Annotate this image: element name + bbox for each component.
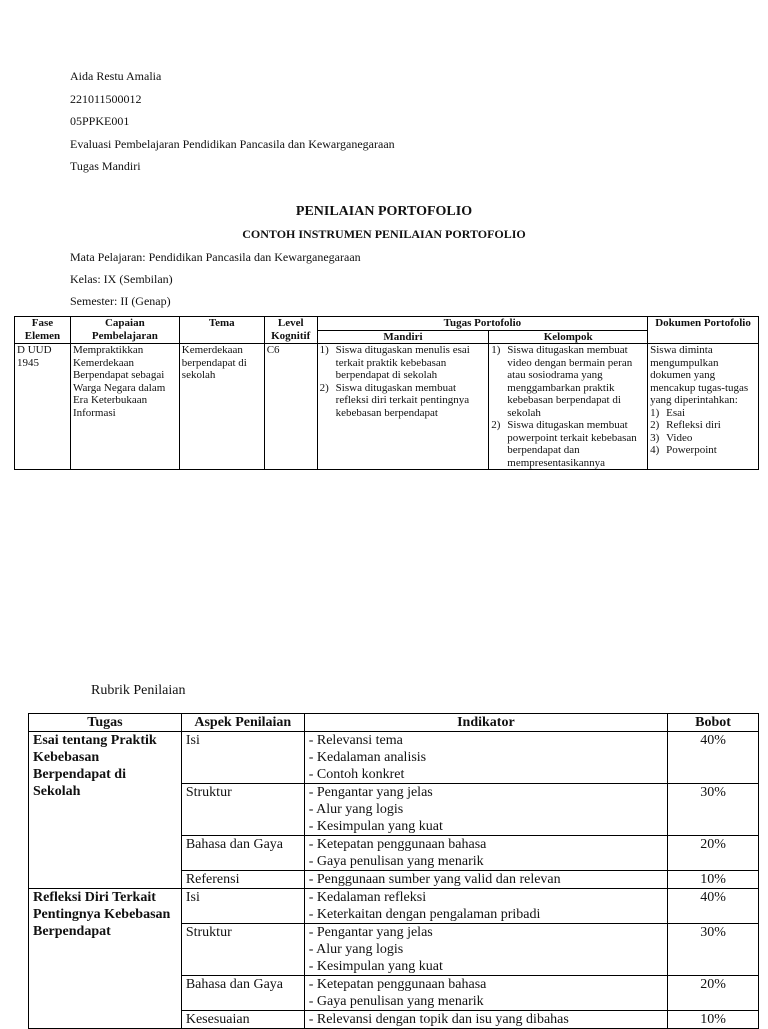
course-name: Evaluasi Pembelajaran Pendidikan Pancasila dan Kewarganegaraan xyxy=(70,137,395,151)
aspect-cell: Struktur xyxy=(181,784,304,836)
aspect-cell: Bahasa dan Gaya xyxy=(181,836,304,871)
header-fase: Fase Elemen xyxy=(15,317,71,344)
table-row xyxy=(29,889,759,924)
indicator-cell: - Kedalaman refleksi - Keterkaitan dengan pengalaman pribadi xyxy=(304,889,667,924)
task-name: Esai tentang Praktik Kebebasan Berpendapat di Sekolah xyxy=(29,732,182,889)
aspect-cell: Referensi xyxy=(181,871,304,889)
cell-tema: Kemerdekaan berpendapat di sekolah xyxy=(179,344,264,470)
rubric-title: Rubrik Penilaian xyxy=(91,683,186,698)
weight-cell: 10% xyxy=(668,1011,759,1029)
aspect-cell: Bahasa dan Gaya xyxy=(181,976,304,1011)
cell-dokumen xyxy=(648,344,759,470)
student-id: 221011500012 xyxy=(70,92,142,106)
indicator-cell: - Pengantar yang jelas - Alur yang logis - Kesimpulan yang kuat xyxy=(304,784,667,836)
subject-line: Mata Pelajaran: Pendidikan Pancasila dan Kewarganegaraan xyxy=(70,250,361,264)
dokumen-intro: Siswa diminta mengumpulkan dokumen yang mencakup tugas-tugas yang diperintahkan: xyxy=(650,344,749,406)
header-indikator: Indikator xyxy=(304,714,667,732)
header-tugas: Tugas xyxy=(29,714,182,732)
assignment-type: Tugas Mandiri xyxy=(70,159,141,173)
list-item: 1) Siswa ditugaskan membuat video dengan bermain peran atau sosiodrama yang menggambarkan praktik kebebasan berpendapat di sekolah xyxy=(491,344,633,419)
weight-cell: 40% xyxy=(668,732,759,784)
task-name: Refleksi Diri Terkait Pentingnya Kebebasan Berpendapat xyxy=(29,889,182,1029)
header-mandiri: Mandiri xyxy=(317,330,489,344)
weight-cell: 40% xyxy=(668,889,759,924)
indicator-cell: - Penggunaan sumber yang valid dan relevan xyxy=(304,871,667,889)
indicator-cell: - Relevansi tema - Kedalaman analisis - Contoh konkret xyxy=(304,732,667,784)
document-subtitle: CONTOH INSTRUMEN PENILAIAN PORTOFOLIO xyxy=(242,227,526,241)
student-name: Aida Restu Amalia xyxy=(70,69,162,83)
indicator-cell: - Pengantar yang jelas - Alur yang logis - Kesimpulan yang kuat xyxy=(304,924,667,976)
header-capaian: Capaian Pembelajaran xyxy=(70,317,179,344)
list-item: 2) Siswa ditugaskan membuat refleksi diri terkait pentingnya kebebasan berpendapat xyxy=(319,381,470,419)
aspect-cell: Struktur xyxy=(181,924,304,976)
list-item: 2) Siswa ditugaskan membuat powerpoint terkait kebebasan berpendapat dan mempresentasikannya xyxy=(491,419,637,469)
aspect-cell: Kesesuaian xyxy=(181,1011,304,1029)
class-code: 05PPKE001 xyxy=(70,114,130,128)
aspect-cell: Isi xyxy=(181,732,304,784)
semester-line: Semester: II (Genap) xyxy=(70,294,171,308)
portfolio-table xyxy=(14,316,759,470)
list-item: 2) Refleksi diri xyxy=(650,419,721,431)
list-item: 3) Video xyxy=(650,431,693,444)
cell-mandiri xyxy=(317,344,489,470)
list-item: 4) Powerpoint xyxy=(650,444,717,456)
header-tugas: Tugas Portofolio xyxy=(317,317,647,331)
indicator-cell: - Ketepatan penggunaan bahasa - Gaya penulisan yang menarik xyxy=(304,976,667,1011)
document-title: PENILAIAN PORTOFOLIO xyxy=(295,204,473,219)
header-bobot: Bobot xyxy=(668,714,759,732)
table-row xyxy=(29,732,759,784)
weight-cell: 30% xyxy=(668,784,759,836)
indicator-cell: - Relevansi dengan topik dan isu yang dibahas xyxy=(304,1011,667,1029)
weight-cell: 10% xyxy=(668,871,759,889)
cell-kelompok xyxy=(489,344,648,470)
aspect-cell: Isi xyxy=(181,889,304,924)
indicator-cell: - Ketepatan penggunaan bahasa - Gaya penulisan yang menarik xyxy=(304,836,667,871)
weight-cell: 20% xyxy=(668,836,759,871)
weight-cell: 30% xyxy=(668,924,759,976)
header-tema: Tema xyxy=(179,317,264,344)
grade-line: Kelas: IX (Sembilan) xyxy=(70,272,173,286)
rubric-table xyxy=(28,713,759,1029)
cell-capaian: Mempraktikkan Kemerdekaan Berpendapat sebagai Warga Negara dalam Era Keterbukaan Informasi xyxy=(70,344,179,470)
table-row xyxy=(15,344,759,470)
cell-fase: D UUD 1945 xyxy=(15,344,71,470)
list-item: 1) Siswa ditugaskan menulis esai terkait praktik kebebasan berpendapat di sekolah xyxy=(319,344,470,381)
header-dokumen: Dokumen Portofolio xyxy=(648,317,759,344)
header-kelompok: Kelompok xyxy=(489,330,648,344)
weight-cell: 20% xyxy=(668,976,759,1011)
cell-level: C6 xyxy=(264,344,317,470)
header-aspek: Aspek Penilaian xyxy=(181,714,304,732)
list-item: 1) Esai xyxy=(650,406,686,419)
header-level: Level Kognitif xyxy=(264,317,317,344)
